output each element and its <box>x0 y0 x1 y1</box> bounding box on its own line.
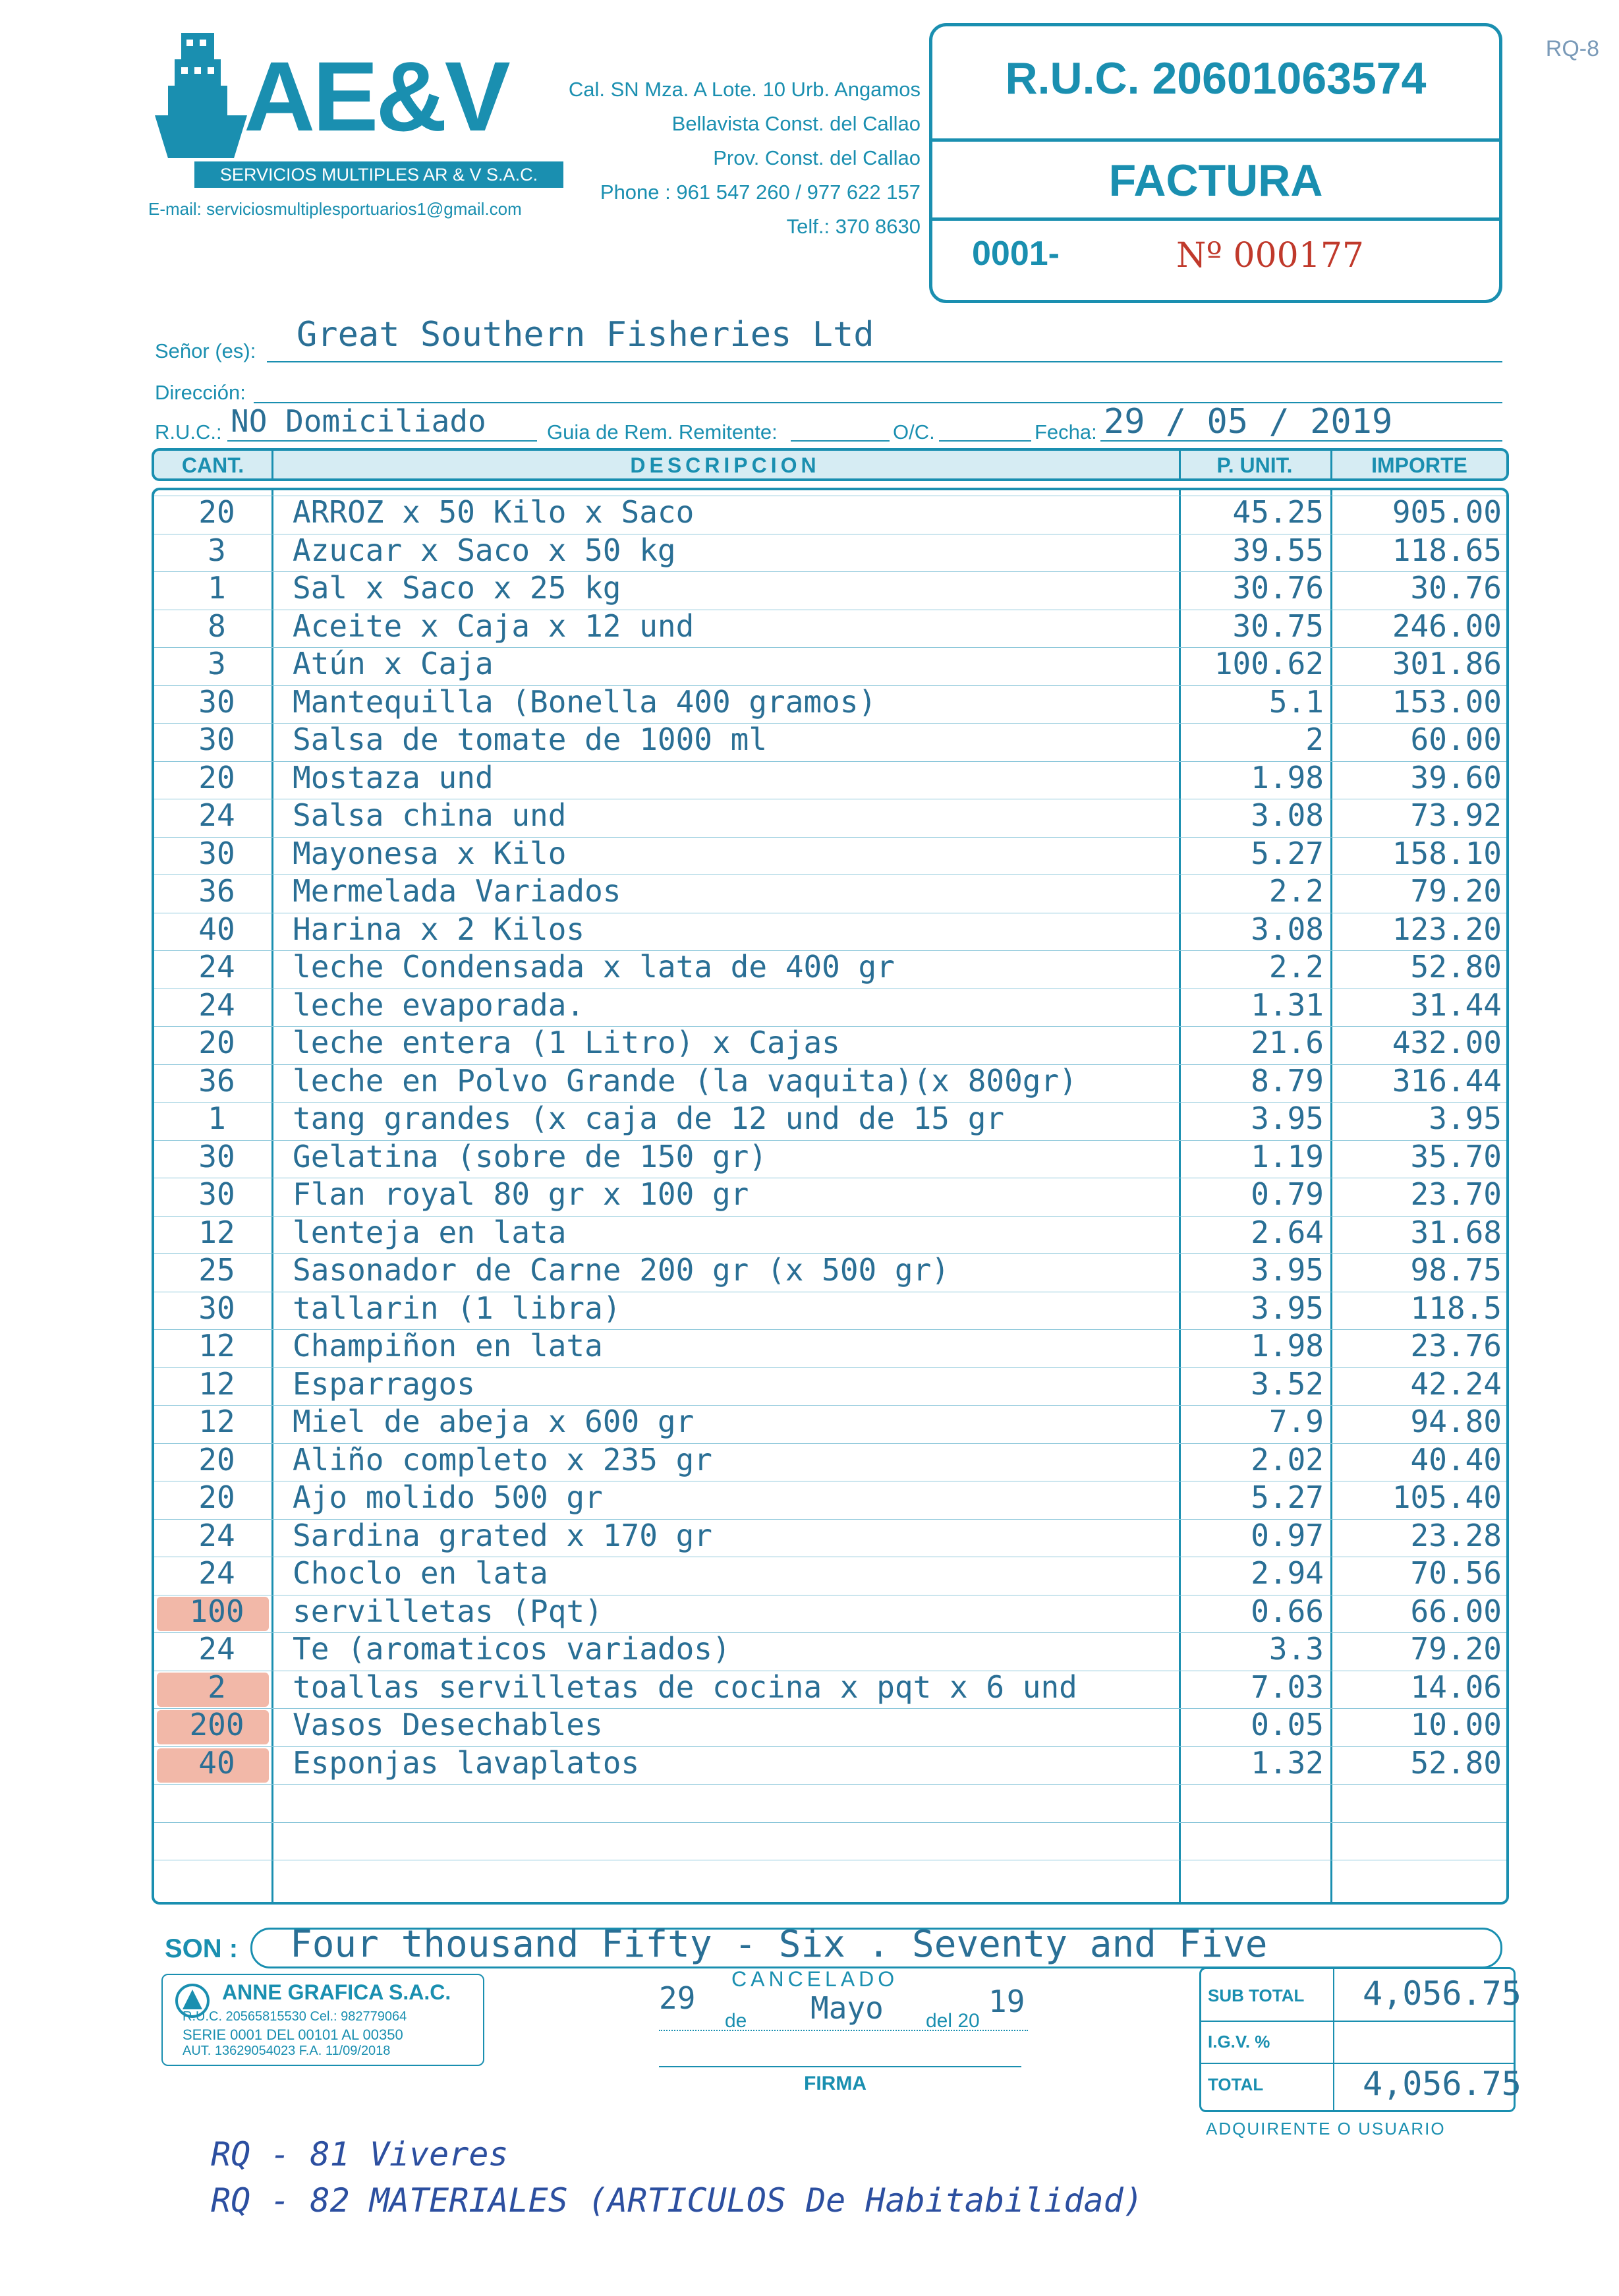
cell-description: Azucar x Saco x 50 kg <box>293 532 676 568</box>
table-row <box>154 1064 1506 1103</box>
telf-line: Telf.: 370 8630 <box>786 215 921 238</box>
cell-qty: 200 <box>189 1707 244 1742</box>
address-line: Cal. SN Mza. A Lote. 10 Urb. Angamos <box>568 78 921 101</box>
table-row <box>154 1329 1506 1367</box>
cell-description: Miel de abeja x 600 gr <box>293 1404 695 1439</box>
cell-description: Mantequilla (Bonella 400 gramos) <box>293 683 877 720</box>
cell-description: Mermelada Variados <box>293 873 621 909</box>
cell-importe: 158.10 <box>1392 835 1502 871</box>
cell-unit-price: 3.08 <box>1251 911 1324 947</box>
cell-importe: 3.95 <box>1429 1101 1502 1136</box>
table-header <box>152 448 1509 481</box>
cell-importe: 31.44 <box>1410 987 1502 1023</box>
cell-description: Esparragos <box>293 1365 475 1402</box>
senor-line <box>267 361 1502 362</box>
cell-unit-price: 39.55 <box>1232 532 1324 568</box>
senor-value: Great Southern Fisheries Ltd <box>297 315 874 355</box>
table-row <box>154 950 1506 989</box>
table-row <box>154 610 1506 648</box>
cell-qty: 24 <box>198 987 235 1023</box>
cancelado-del: del 20 <box>926 2010 980 2032</box>
table-row <box>154 1102 1506 1140</box>
printer-ruc: R.U.C. 20565815530 Cel.: 982779064 <box>183 2009 407 2024</box>
cell-qty: 1 <box>208 570 226 606</box>
table-row <box>154 1519 1506 1557</box>
cell-description: Aliño completo x 235 gr <box>293 1441 712 1478</box>
cell-qty: 20 <box>198 1025 235 1060</box>
cell-qty: 30 <box>198 722 235 757</box>
cell-unit-price: 3.95 <box>1251 1290 1324 1326</box>
cell-unit-price: 2.2 <box>1268 949 1324 985</box>
table-row <box>154 1671 1506 1709</box>
cell-importe: 40.40 <box>1410 1441 1502 1478</box>
cell-description: Champiñon en lata <box>293 1328 603 1363</box>
cell-importe: 246.00 <box>1392 608 1502 644</box>
cell-qty: 24 <box>198 1555 235 1591</box>
cell-description: tang grandes (x caja de 12 und de 15 gr <box>293 1101 1005 1136</box>
cell-description: Harina x 2 Kilos <box>293 911 585 947</box>
cell-qty: 24 <box>198 797 235 833</box>
cell-description: Aceite x Caja x 12 und <box>293 608 695 644</box>
logo-name: AE&V <box>244 41 508 152</box>
cell-unit-price: 0.97 <box>1251 1517 1324 1553</box>
document-serie: 0001- <box>972 235 1060 273</box>
table-row <box>154 1443 1506 1481</box>
cell-description: servilletas (Pqt) <box>293 1593 603 1629</box>
cell-qty: 36 <box>198 873 235 909</box>
table-row <box>154 1292 1506 1330</box>
table-row <box>154 534 1506 572</box>
cell-importe: 98.75 <box>1410 1252 1502 1288</box>
fecha-label: Fecha: <box>1035 420 1097 444</box>
cell-unit-price: 21.6 <box>1251 1025 1324 1060</box>
cell-unit-price: 100.62 <box>1214 646 1324 681</box>
header-cant: CANT. <box>181 453 244 477</box>
cell-unit-price: 30.75 <box>1232 608 1324 644</box>
cancelado-label: CANCELADO <box>731 1967 899 1991</box>
cell-qty: 30 <box>198 683 235 720</box>
total-label: TOTAL <box>1208 2075 1264 2094</box>
cell-description: Salsa china und <box>293 797 567 833</box>
cell-description: Atún x Caja <box>293 646 494 681</box>
cell-description: Flan royal 80 gr x 100 gr <box>293 1176 749 1212</box>
cell-qty: 3 <box>208 646 226 681</box>
table-row <box>154 1026 1506 1064</box>
table-row <box>154 1367 1506 1406</box>
cell-importe: 94.80 <box>1410 1404 1502 1439</box>
table-body <box>152 488 1509 1905</box>
ruc-number: R.U.C. 20601063574 <box>1005 53 1427 103</box>
cell-qty: 12 <box>198 1214 235 1250</box>
table-row <box>154 761 1506 799</box>
cell-description: ARROZ x 50 Kilo x Saco <box>293 494 695 530</box>
cell-qty: 30 <box>198 1138 235 1174</box>
cell-qty: 20 <box>198 1479 235 1515</box>
cell-importe: 23.28 <box>1410 1517 1502 1553</box>
logo-subtitle: SERVICIOS MULTIPLES AR & V S.A.C. <box>194 161 563 188</box>
firma-line <box>659 2066 1021 2067</box>
cell-importe: 23.76 <box>1410 1328 1502 1363</box>
document-type-band <box>932 138 1499 221</box>
table-row <box>154 685 1506 724</box>
cell-description: Mostaza und <box>293 759 494 795</box>
cell-qty: 20 <box>198 494 235 530</box>
cell-description: Esponjas lavaplatos <box>293 1744 640 1781</box>
table-row <box>154 571 1506 610</box>
cell-unit-price: 3.95 <box>1251 1252 1324 1288</box>
table-row <box>154 1708 1506 1746</box>
table-row <box>154 1405 1506 1443</box>
cell-importe: 123.20 <box>1392 911 1502 947</box>
cancelado-year: 19 <box>988 1984 1025 2019</box>
cell-unit-price: 45.25 <box>1232 494 1324 530</box>
cell-description: leche entera (1 Litro) x Cajas <box>293 1025 840 1060</box>
cell-unit-price: 0.66 <box>1251 1593 1324 1629</box>
cell-unit-price: 2 <box>1305 722 1324 757</box>
cell-qty: 40 <box>198 1744 235 1781</box>
cell-unit-price: 2.64 <box>1251 1214 1324 1250</box>
cell-importe: 39.60 <box>1410 759 1502 795</box>
cell-description: Sardina grated x 170 gr <box>293 1517 712 1553</box>
subtotal-label: SUB TOTAL <box>1208 1986 1305 2005</box>
table-row <box>154 1595 1506 1633</box>
row-rule <box>154 1822 1506 1823</box>
cell-qty: 24 <box>198 1631 235 1667</box>
cell-description: lenteja en lata <box>293 1214 567 1250</box>
cell-unit-price: 5.27 <box>1251 1479 1324 1515</box>
document-number: Nº 000177 <box>1176 236 1364 275</box>
corner-handwritten-note: RQ-8 <box>1545 36 1599 61</box>
cancelado-line <box>659 2030 1028 2031</box>
cell-importe: 35.70 <box>1410 1138 1502 1174</box>
cell-description: Sasonador de Carne 200 gr (x 500 gr) <box>293 1252 950 1288</box>
header-unit: P. UNIT. <box>1216 453 1293 477</box>
cell-unit-price: 1.98 <box>1251 1328 1324 1363</box>
company-logo <box>148 26 563 224</box>
adquirente-label: ADQUIRENTE O USUARIO <box>1206 2119 1446 2138</box>
document-id-box <box>929 23 1502 303</box>
cell-description: Te (aromaticos variados) <box>293 1631 731 1667</box>
cell-qty: 12 <box>198 1328 235 1363</box>
cell-importe: 105.40 <box>1392 1479 1502 1515</box>
cell-unit-price: 2.2 <box>1268 873 1324 909</box>
table-row <box>154 875 1506 913</box>
direccion-label: Dirección: <box>155 381 246 404</box>
cell-unit-price: 3.08 <box>1251 797 1324 833</box>
cell-unit-price: 30.76 <box>1232 570 1324 606</box>
cell-unit-price: 0.05 <box>1251 1707 1324 1742</box>
table-row <box>154 1557 1506 1595</box>
guia-label: Guia de Rem. Remitente: <box>547 420 778 444</box>
amount-in-words: Four thousand Fifty - Six . Seventy and Five <box>290 1923 1268 1966</box>
cell-importe: 153.00 <box>1392 683 1502 720</box>
cell-importe: 52.80 <box>1410 1744 1502 1781</box>
cell-unit-price: 1.98 <box>1251 759 1324 795</box>
firma-label: FIRMA <box>804 2073 866 2094</box>
table-row <box>154 1746 1506 1785</box>
cell-unit-price: 1.19 <box>1251 1138 1324 1174</box>
table-row <box>154 1253 1506 1292</box>
cell-unit-price: 2.02 <box>1251 1441 1324 1478</box>
totals-box <box>1199 1967 1521 2112</box>
cell-unit-price: 7.9 <box>1268 1404 1324 1439</box>
igv-label: I.G.V. % <box>1208 2032 1270 2052</box>
cell-importe: 42.24 <box>1410 1365 1502 1402</box>
cell-description: Mayonesa x Kilo <box>293 835 567 871</box>
cell-importe: 31.68 <box>1410 1214 1502 1250</box>
fecha-value: 29 / 05 / 2019 <box>1104 402 1393 442</box>
ship-icon <box>155 26 247 165</box>
cell-unit-price: 5.27 <box>1251 835 1324 871</box>
cell-description: leche en Polvo Grande (la vaquita)(x 800gr) <box>293 1062 1077 1099</box>
table-row <box>154 1216 1506 1254</box>
printer-box <box>161 1974 484 2066</box>
cell-unit-price: 1.31 <box>1251 987 1324 1023</box>
cell-qty: 36 <box>198 1062 235 1099</box>
subtotal-value: 4,056.75 <box>1363 1974 1521 2013</box>
cell-importe: 316.44 <box>1392 1062 1502 1099</box>
cell-importe: 79.20 <box>1410 873 1502 909</box>
table-row <box>154 723 1506 761</box>
cell-qty: 2 <box>208 1669 226 1705</box>
cell-qty: 40 <box>198 911 235 947</box>
document-type: FACTURA <box>1108 156 1323 206</box>
cell-importe: 118.65 <box>1392 532 1502 568</box>
header-descripcion: DESCRIPCION <box>630 453 820 477</box>
cell-qty: 20 <box>198 759 235 795</box>
cell-importe: 23.70 <box>1410 1176 1502 1212</box>
oc-line <box>939 440 1031 442</box>
issuer-email: E-mail: serviciosmultiplesportuarios1@gmail.com <box>148 199 522 219</box>
cell-description: leche evaporada. <box>293 987 585 1023</box>
cell-importe: 432.00 <box>1392 1025 1502 1060</box>
address-line: Prov. Const. del Callao <box>713 146 921 169</box>
cell-importe: 30.76 <box>1410 570 1502 606</box>
issuer-address <box>569 72 921 244</box>
cell-importe: 79.20 <box>1410 1631 1502 1667</box>
cell-unit-price: 0.79 <box>1251 1176 1324 1212</box>
cell-qty: 100 <box>189 1593 244 1629</box>
cell-importe: 60.00 <box>1410 722 1502 757</box>
cell-importe: 70.56 <box>1410 1555 1502 1591</box>
cancelado-de: de <box>725 2010 747 2032</box>
cell-unit-price: 7.03 <box>1251 1669 1324 1705</box>
cell-description: Ajo molido 500 gr <box>293 1479 603 1515</box>
cell-description: tallarin (1 libra) <box>293 1290 621 1326</box>
cell-qty: 25 <box>198 1252 235 1288</box>
cell-qty: 12 <box>198 1404 235 1439</box>
cell-qty: 1 <box>208 1101 226 1136</box>
table-row <box>154 1178 1506 1216</box>
cancelado-month: Mayo <box>810 1990 884 2026</box>
cell-unit-price: 3.3 <box>1268 1631 1324 1667</box>
ruc-line <box>227 440 537 442</box>
table-row <box>154 496 1506 534</box>
ruc-label: R.U.C.: <box>155 420 222 444</box>
table-row <box>154 1632 1506 1671</box>
cell-importe: 301.86 <box>1392 646 1502 681</box>
oc-label: O/C. <box>893 420 935 444</box>
cell-unit-price: 3.95 <box>1251 1101 1324 1136</box>
cell-importe: 905.00 <box>1392 494 1502 530</box>
cell-qty: 8 <box>208 608 226 644</box>
cell-unit-price: 1.32 <box>1251 1744 1324 1781</box>
cell-unit-price: 3.52 <box>1251 1365 1324 1402</box>
cell-importe: 66.00 <box>1410 1593 1502 1629</box>
cell-description: leche Condensada x lata de 400 gr <box>293 949 895 985</box>
total-value: 4,056.75 <box>1363 2065 1521 2103</box>
cell-description: Gelatina (sobre de 150 gr) <box>293 1138 768 1174</box>
cancelado-day: 29 <box>659 1980 696 2016</box>
printer-aut: AUT. 13629054023 F.A. 11/09/2018 <box>183 2044 391 2058</box>
cell-importe: 10.00 <box>1410 1707 1502 1742</box>
table-row <box>154 1140 1506 1178</box>
cell-importe: 73.92 <box>1410 797 1502 833</box>
printer-serie: SERIE 0001 DEL 00101 AL 00350 <box>183 2026 403 2043</box>
cell-unit-price: 5.1 <box>1268 683 1324 720</box>
cell-qty: 3 <box>208 532 226 568</box>
cell-unit-price: 2.94 <box>1251 1555 1324 1591</box>
cell-description: Salsa de tomate de 1000 ml <box>293 722 768 757</box>
header-importe: IMPORTE <box>1371 453 1467 477</box>
cell-qty: 20 <box>198 1441 235 1478</box>
handwritten-note: RQ - 82 MATERIALES (ARTICULOS De Habitabilidad) <box>211 2181 1143 2220</box>
cell-description: Vasos Desechables <box>293 1707 603 1742</box>
table-row <box>154 913 1506 951</box>
cell-qty: 30 <box>198 1290 235 1326</box>
cell-unit-price: 8.79 <box>1251 1062 1324 1099</box>
son-label: SON : <box>165 1934 239 1963</box>
cell-qty: 24 <box>198 1517 235 1553</box>
cell-description: Choclo en lata <box>293 1555 548 1591</box>
guia-line <box>791 440 890 442</box>
cell-qty: 24 <box>198 949 235 985</box>
printer-name: ANNE GRAFICA S.A.C. <box>222 1980 451 2004</box>
table-row <box>154 1481 1506 1519</box>
table-row <box>154 989 1506 1027</box>
senor-label: Señor (es): <box>155 339 256 362</box>
cell-description: Sal x Saco x 25 kg <box>293 570 621 606</box>
cell-description: toallas servilletas de cocina x pqt x 6 und <box>293 1669 1077 1705</box>
cell-importe: 52.80 <box>1410 949 1502 985</box>
phone-line: Phone : 961 547 260 / 977 622 157 <box>600 181 921 204</box>
table-row <box>154 837 1506 875</box>
cell-qty: 30 <box>198 1176 235 1212</box>
cell-qty: 12 <box>198 1365 235 1402</box>
address-line: Bellavista Const. del Callao <box>671 112 921 135</box>
handwritten-note: RQ - 81 Viveres <box>211 2135 509 2173</box>
ruc-value: NO Domiciliado <box>231 403 486 439</box>
cell-importe: 14.06 <box>1410 1669 1502 1705</box>
cell-qty: 30 <box>198 835 235 871</box>
row-rule <box>154 1784 1506 1785</box>
table-row <box>154 647 1506 685</box>
cell-importe: 118.5 <box>1410 1290 1502 1326</box>
table-row <box>154 799 1506 837</box>
